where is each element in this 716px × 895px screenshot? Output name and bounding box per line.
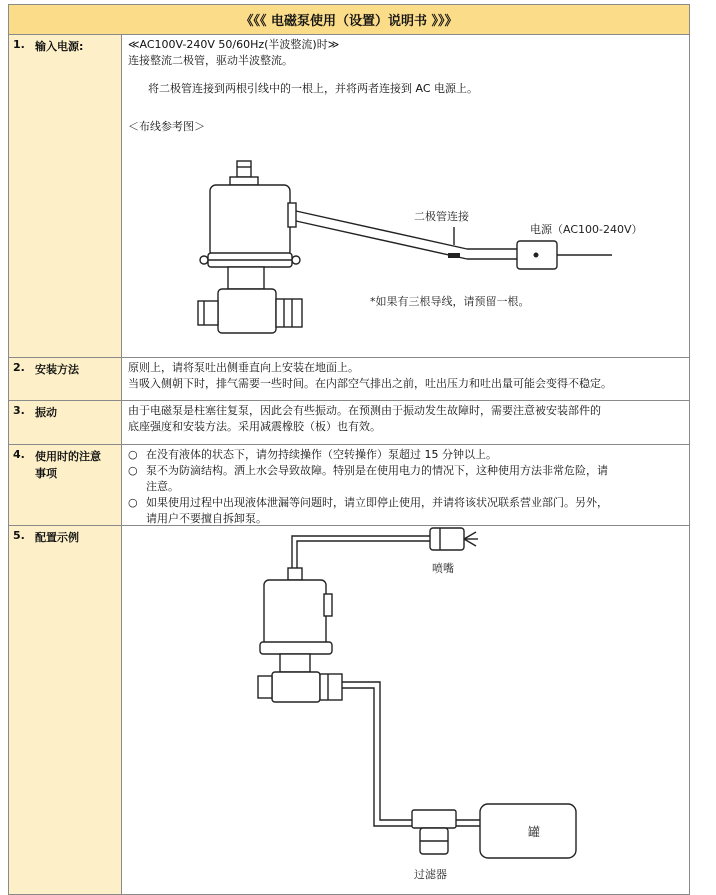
section-content	[122, 401, 689, 444]
bullet-circle-icon: ○	[128, 464, 138, 477]
bullet-circle-icon: ○	[128, 496, 138, 509]
wire-note: *如果有三根导线，请预留一根。	[370, 295, 530, 308]
precaution-item: ○ 在没有液体的状态下，请勿持续操作（空转操作）泵超过 15 分钟以上。	[128, 448, 497, 461]
section-installation	[9, 358, 689, 401]
section-number: 4.	[13, 448, 25, 461]
wiring-diagram	[192, 141, 643, 341]
section-label	[9, 35, 122, 357]
section-precautions	[9, 445, 689, 526]
power-spec-line: ≪AC100V-240V 50/60Hz(半波整流)时≫	[128, 38, 340, 51]
section-label	[9, 358, 122, 400]
section-title: 配置示例	[35, 531, 79, 544]
diode-icon	[448, 253, 460, 258]
section-label	[9, 401, 122, 444]
installation-line: 当吸入侧朝下时，排气需要一些时间。在内部空气排出之前，吐出压力和吐出量可能会变得不稳定。	[128, 377, 612, 390]
section-content	[122, 35, 689, 357]
diode-label: 二极管连接	[414, 210, 469, 223]
section-content	[122, 358, 689, 400]
configuration-diagram	[242, 526, 602, 892]
precaution-item: ○ 如果使用过程中出现液体泄漏等问题时，请立即停止使用，并请将该状况联系营业部门。另外， 请用户不要擅自拆卸泵。	[128, 496, 608, 525]
diode-instruction: 将二极管连接到两根引线中的一根上，并将两者连接到 AC 电源上。	[148, 82, 479, 95]
page-title: 《《《 电磁泵使用（设置）说明书 》》》	[9, 5, 689, 35]
section-title: 输入电源:	[35, 40, 84, 53]
section-title: 使用时的注意 事项	[35, 450, 101, 480]
precaution-item: ○ 泵不为防滴结构。洒上水会导致故障。特别是在使用电力的情况下，这种使用方法非常危险，请 注意。	[128, 464, 608, 493]
rectifier-line: 连接整流二极管，驱动半波整流。	[128, 54, 293, 67]
vibration-line: 由于电磁泵是柱塞往复泵，因此会有些振动。在预测由于振动发生故障时，需要注意被安装部件的	[128, 404, 601, 417]
wiring-reference-title: ＜布线参考图＞	[128, 120, 205, 133]
section-number: 3.	[13, 404, 25, 417]
bullet-circle-icon: ○	[128, 448, 138, 461]
nozzle-label: 喷嘴	[432, 562, 454, 575]
section-label	[9, 526, 122, 894]
section-content	[122, 445, 689, 525]
installation-line: 原则上，请将泵吐出侧垂直向上安装在地面上。	[128, 361, 359, 374]
tank-label: 罐	[528, 825, 541, 839]
instruction-table	[8, 4, 690, 895]
section-power-input	[9, 35, 689, 358]
vibration-line: 底座强度和安装方法。采用减震橡胶（板）也有效。	[128, 420, 381, 433]
power-label: 电源（AC100-240V）	[530, 223, 643, 236]
filter-label: 过滤器	[414, 868, 447, 881]
section-title: 振动	[35, 406, 57, 419]
section-number: 5.	[13, 529, 25, 542]
section-content	[122, 526, 689, 894]
section-number: 1.	[13, 38, 25, 51]
section-vibration	[9, 401, 689, 445]
section-configuration	[9, 526, 689, 894]
section-number: 2.	[13, 361, 25, 374]
section-title: 安装方法	[35, 363, 79, 376]
section-label	[9, 445, 122, 525]
plug-icon	[534, 253, 539, 258]
